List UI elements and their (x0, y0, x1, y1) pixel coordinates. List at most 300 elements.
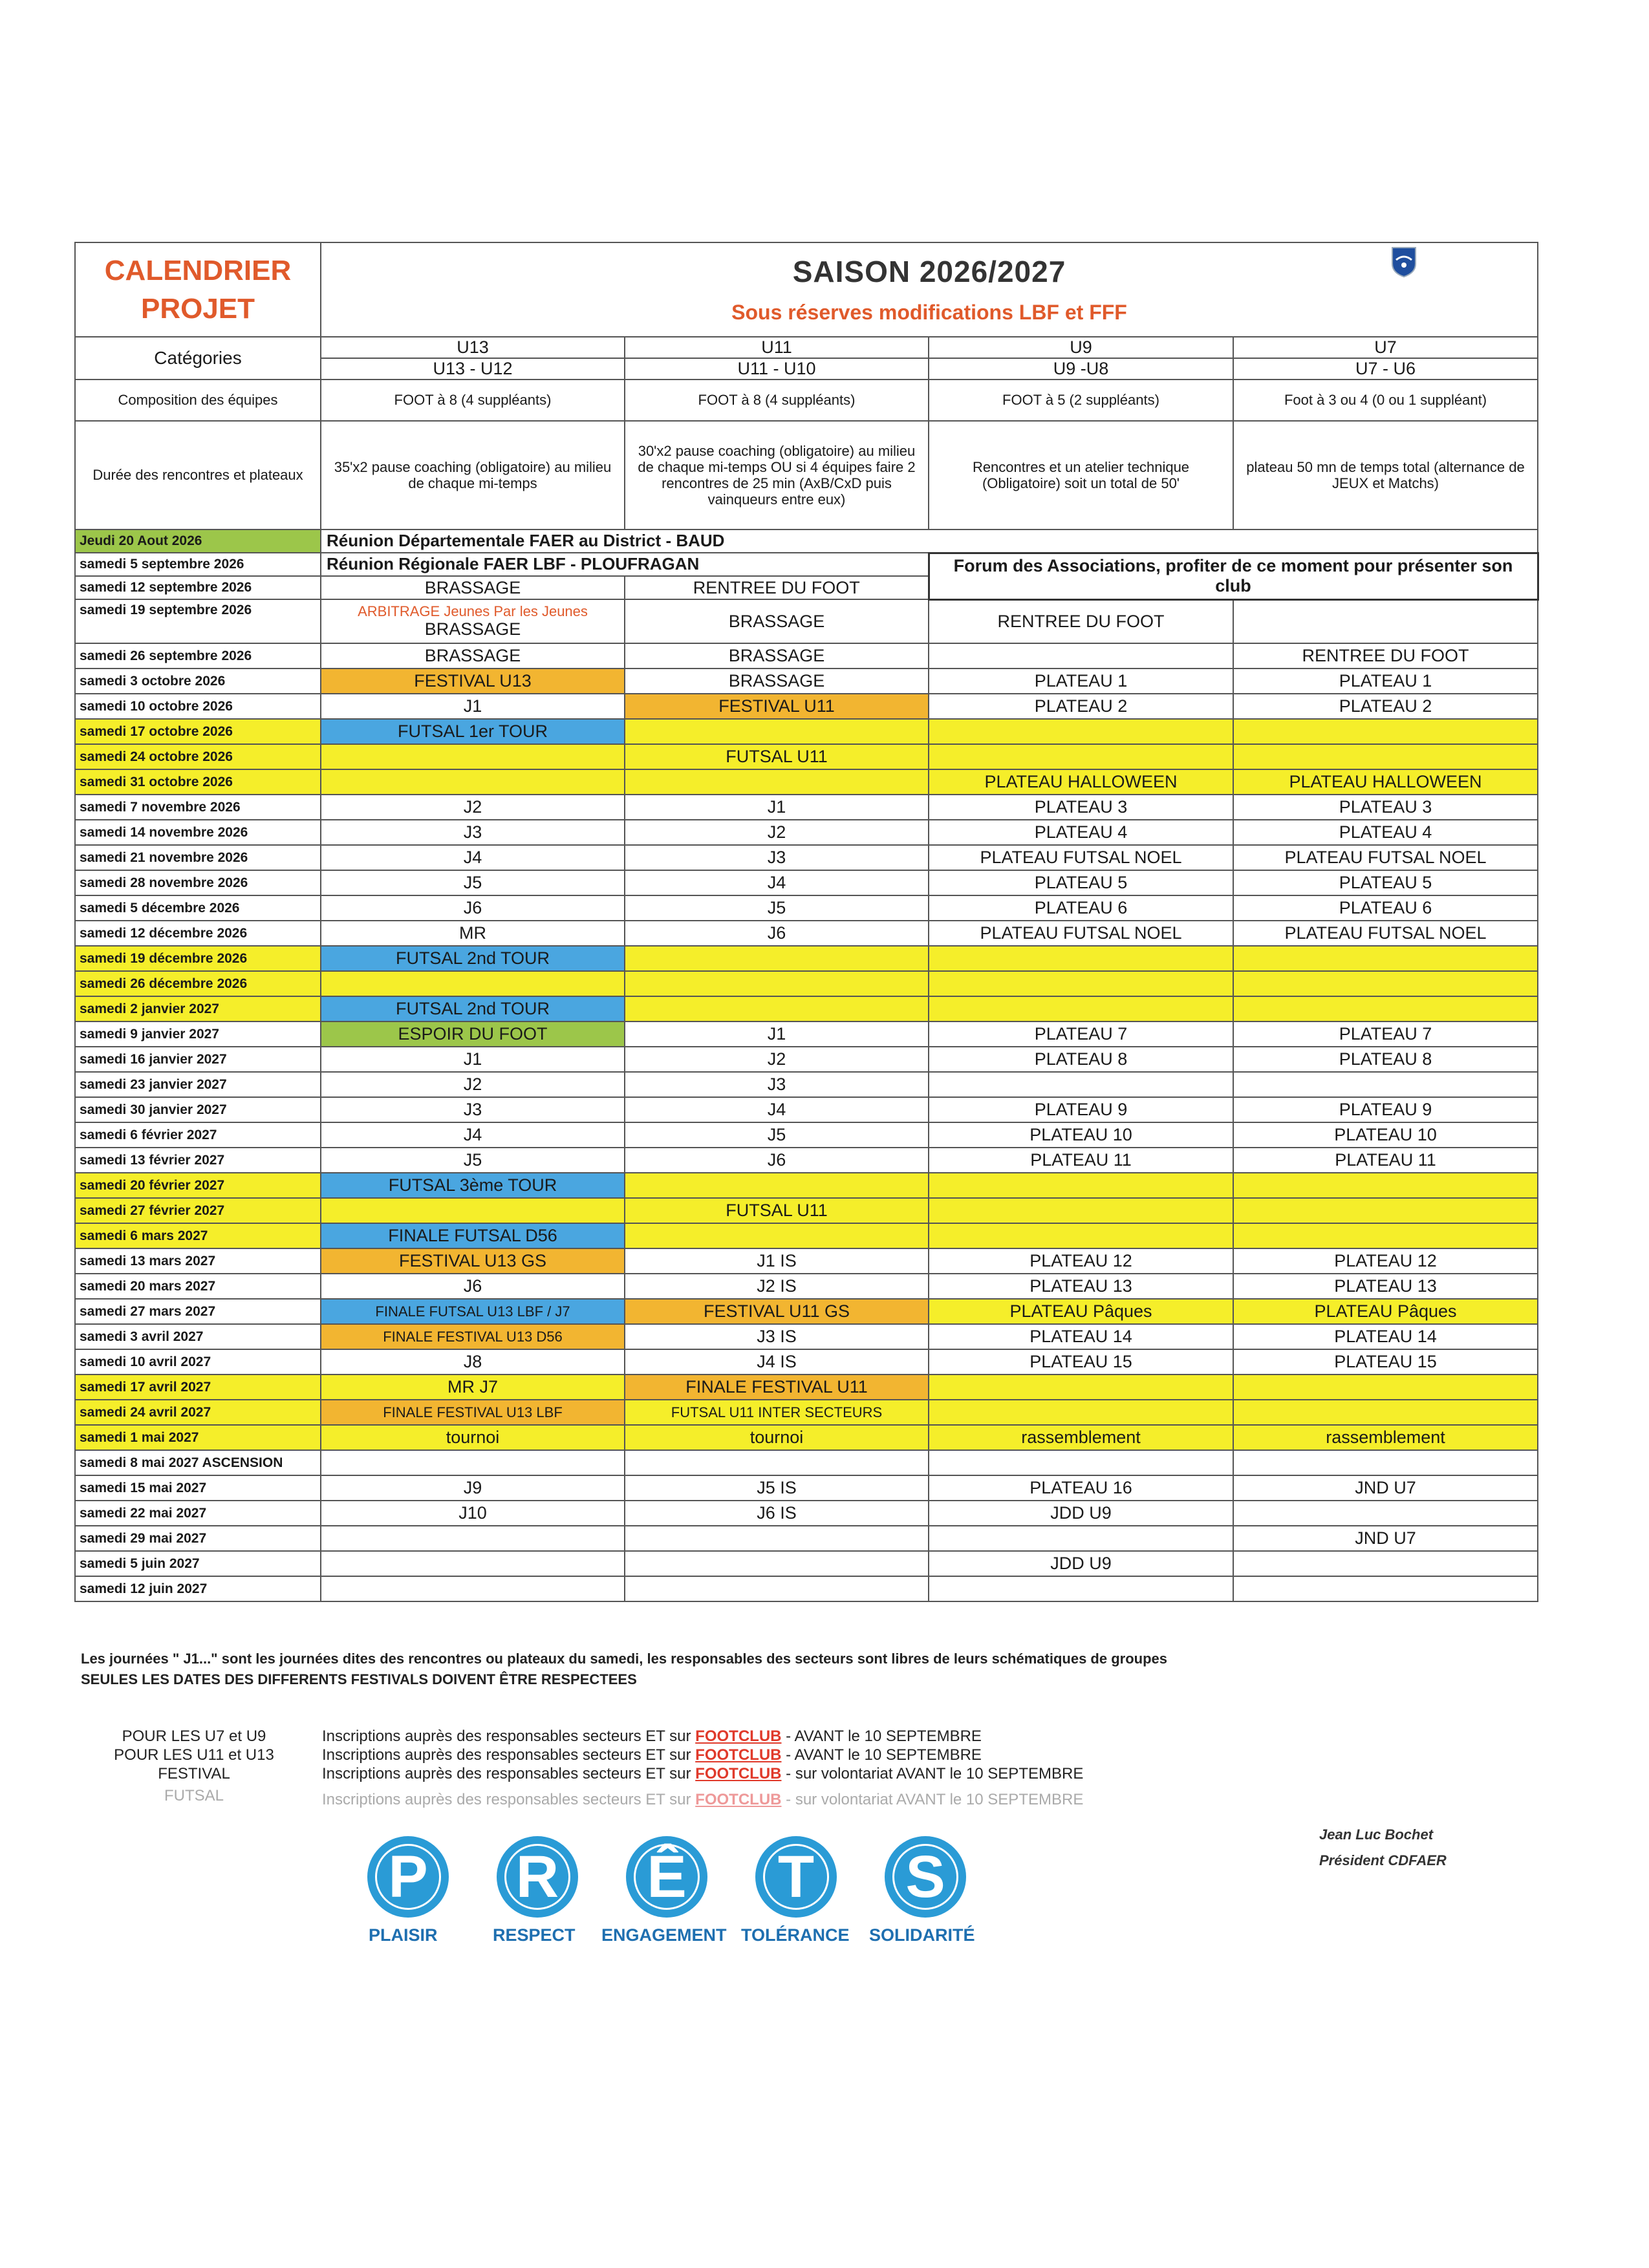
cell-u9: RENTREE DU FOOT (929, 599, 1233, 643)
schedule-row (75, 1122, 1538, 1148)
composition-u9: FOOT à 5 (2 suppléants) (929, 380, 1233, 421)
cell-u11 (625, 996, 929, 1022)
cell-u9: PLATEAU 8 (929, 1047, 1233, 1072)
cell-u13 (321, 599, 625, 643)
cell-u11: FESTIVAL U11 (625, 694, 929, 719)
cell-u7: PLATEAU FUTSAL NOEL (1233, 921, 1538, 946)
footnote-festivals: SEULES LES DATES DES DIFFERENTS FESTIVALS DOIVENT ÊTRE RESPECTEES (81, 1671, 637, 1687)
value-plaisir: PLAISIR (369, 1925, 438, 1945)
row-date: samedi 20 février 2027 (75, 1173, 321, 1198)
schedule-row (75, 946, 1538, 971)
cell-u11 (625, 1526, 929, 1551)
duration-u13: 35'x2 pause coaching (obligatoire) au milieu de chaque mi-temps (321, 421, 625, 530)
meeting-departmental: Réunion Départementale FAER au District - BAUD (321, 530, 1538, 553)
cell-u7: PLATEAU 1 (1233, 669, 1538, 694)
cell-u13: J5 (321, 1148, 625, 1173)
cell-u11 (625, 1450, 929, 1475)
cell-u11: J1 IS (625, 1248, 929, 1274)
row-date: samedi 6 mars 2027 (75, 1223, 321, 1248)
inscription-text: Inscriptions auprès des responsables secteurs ET sur (322, 1764, 696, 1782)
cell-u7 (1233, 1173, 1538, 1198)
cell-u9 (929, 719, 1233, 744)
cell-u13: FINALE FESTIVAL U13 LBF (321, 1400, 625, 1425)
cell-u11: FUTSAL U11 (625, 744, 929, 769)
cell-u9: PLATEAU 13 (929, 1274, 1233, 1299)
cell-u9: PLATEAU 14 (929, 1324, 1233, 1349)
cell-u13: J4 (321, 845, 625, 870)
cell-u13: BRASSAGE (321, 643, 625, 669)
badge-letter: S (905, 1844, 945, 1910)
row-date: samedi 27 février 2027 (75, 1198, 321, 1223)
row-date: samedi 27 mars 2027 (75, 1299, 321, 1324)
cell-u11: J6 (625, 921, 929, 946)
schedule-row (75, 744, 1538, 769)
cell-u9: PLATEAU 4 (929, 820, 1233, 845)
inscription-lines (322, 1728, 1083, 1810)
season-title: SAISON 2026/2027 (792, 255, 1066, 289)
cell-u9 (929, 1173, 1233, 1198)
cell-u13: J9 (321, 1475, 625, 1501)
season-header (321, 242, 1538, 337)
cell-u7: PLATEAU 9 (1233, 1097, 1538, 1122)
cell-u13 (321, 769, 625, 795)
row-date: samedi 23 janvier 2027 (75, 1072, 321, 1097)
cell-u7: PLATEAU 8 (1233, 1047, 1538, 1072)
schedule-row (75, 1299, 1538, 1324)
cell-u11 (625, 1551, 929, 1576)
schedule-row (75, 1274, 1538, 1299)
row-date: samedi 12 juin 2027 (75, 1576, 321, 1601)
inscription-line (322, 1765, 1083, 1784)
schedule-row (75, 1425, 1538, 1450)
signature-block (1319, 1822, 1447, 1873)
cell-u13: J3 (321, 820, 625, 845)
row-date: samedi 5 juin 2027 (75, 1551, 321, 1576)
cell-u11: BRASSAGE (625, 669, 929, 694)
footclub-link[interactable]: FOOTCLUB (695, 1746, 782, 1764)
row-date: samedi 19 septembre 2026 (75, 599, 321, 643)
schedule-row (75, 1526, 1538, 1551)
cell-u11: FUTSAL U11 INTER SECTEURS (625, 1400, 929, 1425)
cell-u9: PLATEAU FUTSAL NOEL (929, 845, 1233, 870)
cell-u7: PLATEAU 10 (1233, 1122, 1538, 1148)
schedule-row (75, 719, 1538, 744)
row-date: samedi 22 mai 2027 (75, 1501, 321, 1526)
schedule-row (75, 996, 1538, 1022)
cell-u13 (321, 971, 625, 996)
cell-u9 (929, 971, 1233, 996)
row-date: samedi 10 avril 2027 (75, 1349, 321, 1375)
row-date: samedi 14 novembre 2026 (75, 820, 321, 845)
row-date: samedi 30 janvier 2027 (75, 1097, 321, 1122)
cell-u9 (929, 1400, 1233, 1425)
cell-u9: PLATEAU 1 (929, 669, 1233, 694)
plaisir-badge-icon (367, 1836, 449, 1918)
schedule-row (75, 1576, 1538, 1601)
subcategory-u7: U7 - U6 (1233, 358, 1538, 380)
cell-u11: J2 IS (625, 1274, 929, 1299)
schedule-row (75, 1097, 1538, 1122)
cell-u13-value: BRASSAGE (424, 619, 521, 639)
schedule-row (75, 1148, 1538, 1173)
row-date: samedi 24 octobre 2026 (75, 744, 321, 769)
schedule-row (75, 1475, 1538, 1501)
row-date: samedi 9 janvier 2027 (75, 1022, 321, 1047)
inscription-deadline: - sur volontariat AVANT le 10 SEPTEMBRE (781, 1764, 1084, 1782)
row-date: samedi 7 novembre 2026 (75, 795, 321, 820)
cell-u7 (1233, 1400, 1538, 1425)
cell-u13: FESTIVAL U13 (321, 669, 625, 694)
cell-u9: PLATEAU 6 (929, 895, 1233, 921)
cell-u13: FINALE FESTIVAL U13 D56 (321, 1324, 625, 1349)
schedule-row (75, 1022, 1538, 1047)
schedule-row (75, 795, 1538, 820)
inscription-groups (97, 1728, 291, 1806)
group-futsal: FUTSAL (164, 1787, 224, 1805)
category-u11: U11 (625, 337, 929, 358)
schedule-row (75, 1198, 1538, 1223)
row-date: samedi 5 septembre 2026 (75, 553, 321, 576)
cell-u9 (929, 946, 1233, 971)
subcategory-u11: U11 - U10 (625, 358, 929, 380)
row-date: samedi 31 octobre 2026 (75, 769, 321, 795)
cell-u9 (929, 643, 1233, 669)
schedule-row (75, 971, 1538, 996)
subcategory-u13: U13 - U12 (321, 358, 625, 380)
value-respect: RESPECT (493, 1925, 576, 1945)
row-date: Jeudi 20 Aout 2026 (75, 530, 321, 553)
cell-u7: PLATEAU FUTSAL NOEL (1233, 845, 1538, 870)
cell-u9 (929, 1375, 1233, 1400)
schedule-row (75, 1450, 1538, 1475)
cell-u7: PLATEAU 6 (1233, 895, 1538, 921)
tolerance-badge-icon (755, 1836, 837, 1918)
cell-u13: MR (321, 921, 625, 946)
cell-u13: FUTSAL 2nd TOUR (321, 946, 625, 971)
inscription-deadline: - sur volontariat AVANT le 10 SEPTEMBRE (781, 1791, 1084, 1809)
inscription-text: Inscriptions auprès des responsables secteurs ET sur (322, 1728, 696, 1745)
cell-u11: J4 IS (625, 1349, 929, 1375)
schedule-row (75, 1375, 1538, 1400)
cell-u11: J2 (625, 820, 929, 845)
group-u7-u9: POUR LES U7 et U9 (122, 1728, 266, 1745)
cell-u9 (929, 744, 1233, 769)
calendar-table (74, 242, 1539, 1602)
schedule-row (75, 845, 1538, 870)
cell-u13: J3 (321, 1097, 625, 1122)
subcategory-u9: U9 -U8 (929, 358, 1233, 380)
badge-letter: R (515, 1844, 559, 1910)
categories-label: Catégories (75, 337, 321, 380)
engagement-badge-icon (626, 1836, 707, 1918)
row-date: samedi 1 mai 2027 (75, 1425, 321, 1450)
schedule-row (75, 1324, 1538, 1349)
cell-u11: J1 (625, 1022, 929, 1047)
badge-letter: P (388, 1844, 428, 1910)
cell-u13: FINALE FUTSAL D56 (321, 1223, 625, 1248)
cell-u7 (1233, 1501, 1538, 1526)
cell-u7: PLATEAU 15 (1233, 1349, 1538, 1375)
cell-u13: tournoi (321, 1425, 625, 1450)
inscription-line (322, 1728, 1083, 1746)
duration-u9: Rencontres et un atelier technique (Obligatoire) soit un total de 50' (929, 421, 1233, 530)
title-line-1: CALENDRIER (104, 254, 292, 286)
cell-u11: FUTSAL U11 (625, 1198, 929, 1223)
cell-u7 (1233, 996, 1538, 1022)
value-solidarite: SOLIDARITÉ (869, 1925, 975, 1945)
category-u9: U9 (929, 337, 1233, 358)
schedule-row (75, 921, 1538, 946)
schedule-row (75, 1400, 1538, 1425)
cell-u13: J10 (321, 1501, 625, 1526)
arbitrage-note: ARBITRAGE Jeunes Par les Jeunes (358, 603, 588, 619)
cell-u7 (1233, 1375, 1538, 1400)
cell-u9 (929, 1072, 1233, 1097)
cell-u7: PLATEAU 13 (1233, 1274, 1538, 1299)
cell-u11: J1 (625, 795, 929, 820)
cell-u13: J6 (321, 895, 625, 921)
row-date: samedi 5 décembre 2026 (75, 895, 321, 921)
cell-u7 (1233, 971, 1538, 996)
group-u11-u13: POUR LES U11 et U13 (114, 1746, 274, 1764)
cell-u7: PLATEAU 14 (1233, 1324, 1538, 1349)
badge-letter: T (777, 1844, 815, 1910)
row-date: samedi 13 février 2027 (75, 1148, 321, 1173)
cell-u9: PLATEAU 5 (929, 870, 1233, 895)
cell-u11: J6 (625, 1148, 929, 1173)
cell-u9: PLATEAU 10 (929, 1122, 1233, 1148)
value-engagement: ENGAGEMENT (601, 1925, 727, 1945)
cell-u11 (625, 1576, 929, 1601)
cell-u7: rassemblement (1233, 1425, 1538, 1450)
cell-u13: MR J7 (321, 1375, 625, 1400)
cell-u9: PLATEAU 16 (929, 1475, 1233, 1501)
row-date: samedi 3 octobre 2026 (75, 669, 321, 694)
schedule-row (75, 1551, 1538, 1576)
row-date: samedi 19 décembre 2026 (75, 946, 321, 971)
schedule-row (75, 769, 1538, 795)
schedule-row (75, 870, 1538, 895)
inscription-line (322, 1746, 1083, 1765)
row-date: samedi 15 mai 2027 (75, 1475, 321, 1501)
cell-u13: FESTIVAL U13 GS (321, 1248, 625, 1274)
row-date: samedi 2 janvier 2027 (75, 996, 321, 1022)
row-date: samedi 29 mai 2027 (75, 1526, 321, 1551)
cell-u9 (929, 1223, 1233, 1248)
duration-u11: 30'x2 pause coaching (obligatoire) au milieu de chaque mi-temps OU si 4 équipes faire 2 rencontres de 25 min (AxB/CxD puis vainqueurs entre eux) (625, 421, 929, 530)
cell-u9: PLATEAU Pâques (929, 1299, 1233, 1324)
schedule-row (75, 643, 1538, 669)
footnotes (81, 1649, 1167, 1690)
schedule-row (75, 1248, 1538, 1274)
cell-u9: JDD U9 (929, 1501, 1233, 1526)
row-date: samedi 24 avril 2027 (75, 1400, 321, 1425)
duration-label: Durée des rencontres et plateaux (75, 421, 321, 530)
cell-u11: J4 (625, 870, 929, 895)
schedule-row (75, 895, 1538, 921)
cell-u11: FINALE FESTIVAL U11 (625, 1375, 929, 1400)
row-date: samedi 12 septembre 2026 (75, 576, 321, 599)
schedule-row (75, 1349, 1538, 1375)
cell-u9: PLATEAU 11 (929, 1148, 1233, 1173)
schedule-row (75, 694, 1538, 719)
row-date: samedi 13 mars 2027 (75, 1248, 321, 1274)
cell-u11: BRASSAGE (625, 599, 929, 643)
cell-u13 (321, 1551, 625, 1576)
cell-u11 (625, 769, 929, 795)
inscription-deadline: - AVANT le 10 SEPTEMBRE (781, 1746, 982, 1764)
cell-u7 (1233, 599, 1538, 643)
cell-u7 (1233, 1223, 1538, 1248)
cell-u11: J3 IS (625, 1324, 929, 1349)
cell-u11: J3 (625, 1072, 929, 1097)
cell-u11: J5 (625, 895, 929, 921)
title-line-2: PROJET (140, 293, 255, 325)
cell-u7: PLATEAU 11 (1233, 1148, 1538, 1173)
row-date: samedi 17 octobre 2026 (75, 719, 321, 744)
cell-u9 (929, 996, 1233, 1022)
cell-u13: J8 (321, 1349, 625, 1375)
footclub-link[interactable]: FOOTCLUB (695, 1728, 782, 1745)
cell-u11: J5 IS (625, 1475, 929, 1501)
inscription-text: Inscriptions auprès des responsables secteurs ET sur (322, 1791, 696, 1809)
cell-u13: BRASSAGE (321, 576, 625, 599)
cell-u11: J6 IS (625, 1501, 929, 1526)
cell-u9: PLATEAU HALLOWEEN (929, 769, 1233, 795)
cell-u11 (625, 971, 929, 996)
cell-u13 (321, 1526, 625, 1551)
row-date: samedi 20 mars 2027 (75, 1274, 321, 1299)
schedule-row (75, 820, 1538, 845)
solidarite-badge-icon (885, 1836, 966, 1918)
row-date: samedi 26 décembre 2026 (75, 971, 321, 996)
cell-u9: PLATEAU 12 (929, 1248, 1233, 1274)
row-date: samedi 16 janvier 2027 (75, 1047, 321, 1072)
composition-label: Composition des équipes (75, 380, 321, 421)
cell-u11: FESTIVAL U11 GS (625, 1299, 929, 1324)
schedule-row (75, 1047, 1538, 1072)
federation-crest-icon (1390, 246, 1417, 278)
category-u13: U13 (321, 337, 625, 358)
inscription-line (322, 1791, 1083, 1810)
cell-u7 (1233, 946, 1538, 971)
cell-u13 (321, 744, 625, 769)
document-title (75, 242, 321, 337)
cell-u7 (1233, 744, 1538, 769)
cell-u9 (929, 1198, 1233, 1223)
cell-u9 (929, 1576, 1233, 1601)
row-date: samedi 10 octobre 2026 (75, 694, 321, 719)
cell-u13: J6 (321, 1274, 625, 1299)
row-date: samedi 8 mai 2027 ASCENSION (75, 1450, 321, 1475)
row-date: samedi 6 février 2027 (75, 1122, 321, 1148)
cell-u11 (625, 719, 929, 744)
cell-u9: PLATEAU 2 (929, 694, 1233, 719)
cell-u7: PLATEAU 4 (1233, 820, 1538, 845)
schedule-row (75, 1223, 1538, 1248)
group-festival: FESTIVAL (158, 1764, 230, 1782)
row-date: samedi 12 décembre 2026 (75, 921, 321, 946)
cell-u7: RENTREE DU FOOT (1233, 643, 1538, 669)
cell-u13: J2 (321, 795, 625, 820)
cell-u9 (929, 1450, 1233, 1475)
cell-u11: J5 (625, 1122, 929, 1148)
inscription-text: Inscriptions auprès des responsables secteurs ET sur (322, 1746, 696, 1764)
cell-u13: J5 (321, 870, 625, 895)
schedule-row (75, 1501, 1538, 1526)
season-subtitle: Sous réserves modifications LBF et FFF (731, 301, 1127, 325)
cell-u9 (929, 1526, 1233, 1551)
cell-u11: tournoi (625, 1425, 929, 1450)
footclub-link[interactable]: FOOTCLUB (695, 1764, 782, 1782)
cell-u9: PLATEAU 7 (929, 1022, 1233, 1047)
cell-u13: J2 (321, 1072, 625, 1097)
respect-badge-icon (497, 1836, 578, 1918)
forum-note: Forum des Associations, profiter de ce moment pour présenter son club (929, 553, 1538, 599)
cell-u7: PLATEAU 12 (1233, 1248, 1538, 1274)
footnote-journees: Les journées " J1..." sont les journées dites des rencontres ou plateaux du samedi, les responsables des secteurs sont libres de leurs schématiques de groupes (81, 1651, 1168, 1667)
cell-u7: PLATEAU 5 (1233, 870, 1538, 895)
signature-name: Jean Luc Bochet (1319, 1826, 1434, 1843)
cell-u11: BRASSAGE (625, 643, 929, 669)
schedule-row (75, 1173, 1538, 1198)
badge-letter: Ê (647, 1844, 687, 1910)
cell-u9: PLATEAU FUTSAL NOEL (929, 921, 1233, 946)
cell-u7: PLATEAU 7 (1233, 1022, 1538, 1047)
cell-u13 (321, 1576, 625, 1601)
cell-u7 (1233, 1198, 1538, 1223)
cell-u7: JND U7 (1233, 1526, 1538, 1551)
category-u7: U7 (1233, 337, 1538, 358)
cell-u9: PLATEAU 3 (929, 795, 1233, 820)
cell-u7: PLATEAU 2 (1233, 694, 1538, 719)
cell-u11: J4 (625, 1097, 929, 1122)
cell-u7: JND U7 (1233, 1475, 1538, 1501)
cell-u13: J1 (321, 694, 625, 719)
cell-u13: FINALE FUTSAL U13 LBF / J7 (321, 1299, 625, 1324)
row-date: samedi 28 novembre 2026 (75, 870, 321, 895)
duration-u7: plateau 50 mn de temps total (alternance de JEUX et Matchs) (1233, 421, 1538, 530)
composition-u13: FOOT à 8 (4 suppléants) (321, 380, 625, 421)
schedule-row (75, 669, 1538, 694)
cell-u13 (321, 1450, 625, 1475)
cell-u11: J2 (625, 1047, 929, 1072)
signature-role: Président CDFAER (1319, 1852, 1447, 1868)
cell-u11 (625, 1173, 929, 1198)
cell-u13: J4 (321, 1122, 625, 1148)
inscription-deadline: - AVANT le 10 SEPTEMBRE (781, 1728, 982, 1745)
cell-u7 (1233, 719, 1538, 744)
row-date: samedi 21 novembre 2026 (75, 845, 321, 870)
cell-u9: JDD U9 (929, 1551, 1233, 1576)
schedule-row (75, 1072, 1538, 1097)
footclub-link[interactable]: FOOTCLUB (695, 1791, 782, 1809)
row-date: samedi 17 avril 2027 (75, 1375, 321, 1400)
cell-u7 (1233, 1450, 1538, 1475)
cell-u7 (1233, 1072, 1538, 1097)
cell-u11 (625, 946, 929, 971)
cell-u9: PLATEAU 15 (929, 1349, 1233, 1375)
cell-u11: J3 (625, 845, 929, 870)
cell-u7: PLATEAU Pâques (1233, 1299, 1538, 1324)
cell-u9: rassemblement (929, 1425, 1233, 1450)
cell-u7: PLATEAU HALLOWEEN (1233, 769, 1538, 795)
cell-u13 (321, 1198, 625, 1223)
cell-u7: PLATEAU 3 (1233, 795, 1538, 820)
cell-u13: J1 (321, 1047, 625, 1072)
row-date: samedi 3 avril 2027 (75, 1324, 321, 1349)
value-tolerance: TOLÉRANCE (741, 1925, 850, 1945)
